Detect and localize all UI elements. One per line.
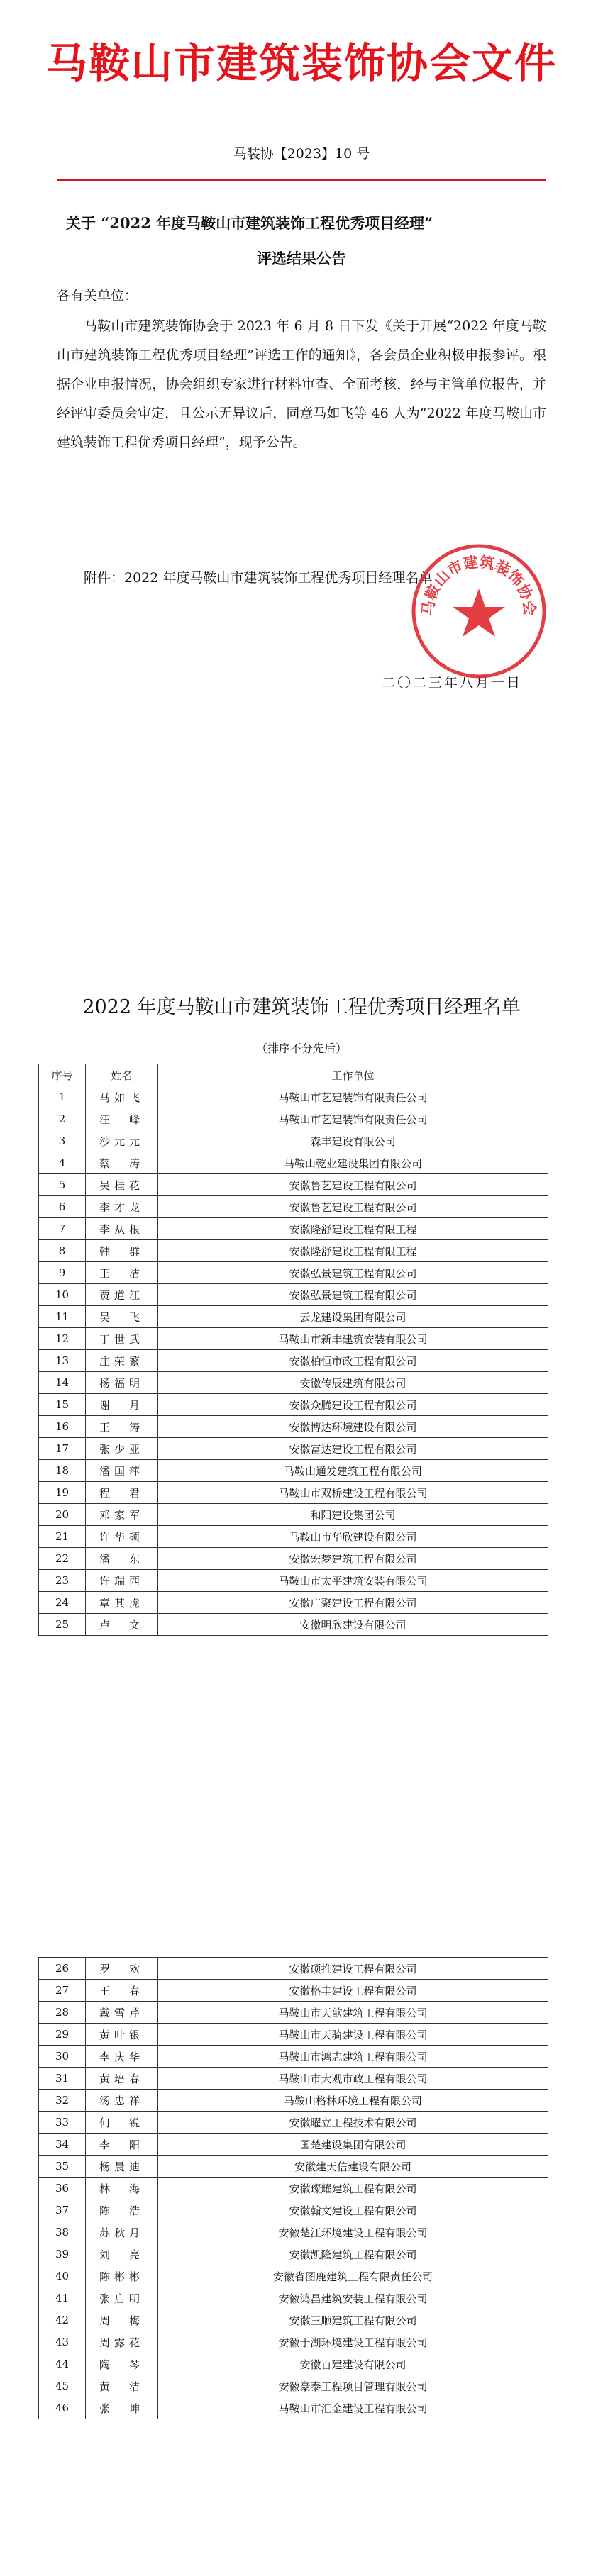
row-company: 马鞍山格林环境工程有限公司 <box>158 2090 548 2112</box>
row-company: 安徽于湖环境建设工程有限公司 <box>158 2331 548 2353</box>
row-number: 23 <box>39 1570 86 1592</box>
header-name: 姓名 <box>86 1064 158 1086</box>
row-company: 森丰建设有限公司 <box>158 1130 548 1152</box>
table-row <box>39 2265 548 2287</box>
row-company: 马鞍山市鸿志建筑工程有限公司 <box>158 2046 548 2068</box>
row-company: 安徽硕推建设工程有限公司 <box>158 1958 548 1980</box>
row-number: 10 <box>39 1284 86 1306</box>
row-number: 28 <box>39 2002 86 2024</box>
table-row <box>39 1958 548 1980</box>
table-row <box>39 1526 548 1548</box>
table-row <box>39 1306 548 1328</box>
row-number: 25 <box>39 1614 86 1636</box>
table-row <box>39 1108 548 1130</box>
table-header-row <box>39 1064 548 1086</box>
row-company: 马鞍山乾业建设集团有限公司 <box>158 1152 548 1174</box>
table-row <box>39 1614 548 1636</box>
row-company: 安徽楚江环境建设工程有限公司 <box>158 2221 548 2243</box>
row-number: 43 <box>39 2331 86 2353</box>
row-company: 安徽璨耀建筑工程有限公司 <box>158 2178 548 2199</box>
row-company: 安徽传辰建筑有限公司 <box>158 1372 548 1394</box>
table-row <box>39 2178 548 2199</box>
table-row <box>39 1350 548 1372</box>
row-number: 9 <box>39 1262 86 1284</box>
row-name: 王 春 <box>86 1980 158 2002</box>
row-number: 27 <box>39 1980 86 2002</box>
row-number: 15 <box>39 1394 86 1416</box>
table-row <box>39 1394 548 1416</box>
row-name: 苏秋月 <box>86 2221 158 2243</box>
row-name: 戴雪芹 <box>86 2002 158 2024</box>
row-name: 陈 浩 <box>86 2199 158 2221</box>
table-row <box>39 2156 548 2178</box>
table-row <box>39 1592 548 1614</box>
row-company: 安徽隆舒建设工程有限工程 <box>158 1240 548 1262</box>
table-row <box>39 2375 548 2397</box>
row-company: 安徽隆舒建设工程有限工程 <box>158 1218 548 1240</box>
row-name: 张启明 <box>86 2287 158 2309</box>
row-company: 安徽明欣建设有限公司 <box>158 1614 548 1636</box>
row-number: 42 <box>39 2309 86 2331</box>
row-number: 38 <box>39 2221 86 2243</box>
table-row <box>39 2243 548 2265</box>
table-row <box>39 2287 548 2309</box>
row-number: 5 <box>39 1174 86 1196</box>
row-name: 李庆华 <box>86 2046 158 2068</box>
row-company: 安徽弘景建筑工程有限公司 <box>158 1284 548 1306</box>
row-number: 22 <box>39 1548 86 1570</box>
row-company: 安徽翰文建设工程有限公司 <box>158 2199 548 2221</box>
row-number: 18 <box>39 1460 86 1482</box>
row-name: 杨福明 <box>86 1372 158 1394</box>
row-name: 韩 群 <box>86 1240 158 1262</box>
table-row <box>39 2068 548 2090</box>
row-number: 34 <box>39 2134 86 2156</box>
row-number: 8 <box>39 1240 86 1262</box>
row-company: 马鞍山市华欣建设有限公司 <box>158 1526 548 1548</box>
row-name: 王 洁 <box>86 1262 158 1284</box>
row-company: 马鞍山市大观市政工程有限公司 <box>158 2068 548 2090</box>
header-no: 序号 <box>39 1064 86 1086</box>
row-name: 蔡 涛 <box>86 1152 158 1174</box>
roster-table-part-2 <box>38 1957 548 2419</box>
row-name: 潘国萍 <box>86 1460 158 1482</box>
table-row <box>39 1086 548 1108</box>
table-row <box>39 1262 548 1284</box>
row-name: 王 涛 <box>86 1416 158 1438</box>
row-name: 谢 月 <box>86 1394 158 1416</box>
table-row <box>39 1218 548 1240</box>
row-number: 6 <box>39 1196 86 1218</box>
roster-table-part-1 <box>38 1064 548 1636</box>
row-number: 20 <box>39 1504 86 1526</box>
row-name: 丁世武 <box>86 1328 158 1350</box>
table-row <box>39 2112 548 2134</box>
table-row <box>39 1460 548 1482</box>
row-name: 李从根 <box>86 1218 158 1240</box>
table-row <box>39 2397 548 2419</box>
table-row <box>39 1438 548 1460</box>
roster-title: 2022 年度马鞍山市建筑装饰工程优秀项目经理名单 <box>82 996 521 1018</box>
page-title: 马鞍山市建筑装饰协会文件 <box>45 39 557 87</box>
row-number: 33 <box>39 2112 86 2134</box>
table-row <box>39 1548 548 1570</box>
table-row <box>39 2090 548 2112</box>
row-name: 刘 亮 <box>86 2243 158 2265</box>
row-name: 贾道江 <box>86 1284 158 1306</box>
issue-date: 二〇二三年八月一日 <box>382 675 523 691</box>
row-name: 林 海 <box>86 2178 158 2199</box>
row-company: 马鞍山市双桥建设工程有限公司 <box>158 1482 548 1504</box>
row-number: 46 <box>39 2397 86 2419</box>
red-divider <box>57 179 546 181</box>
row-name: 李 阳 <box>86 2134 158 2156</box>
row-name: 张 坤 <box>86 2397 158 2419</box>
row-number: 4 <box>39 1152 86 1174</box>
row-company: 安徽百建建设有限公司 <box>158 2353 548 2375</box>
row-company: 安徽弘景建筑工程有限公司 <box>158 1262 548 1284</box>
row-name: 汪 峰 <box>86 1108 158 1130</box>
table-row <box>39 1372 548 1394</box>
row-number: 41 <box>39 2287 86 2309</box>
row-company: 马鞍山市艺建装饰有限责任公司 <box>158 1108 548 1130</box>
row-company: 安徽鸿昌建筑安装工程有限公司 <box>158 2287 548 2309</box>
row-name: 周 梅 <box>86 2309 158 2331</box>
table-row <box>39 1504 548 1526</box>
row-company: 马鞍山市艺建装饰有限责任公司 <box>158 1086 548 1108</box>
row-company: 马鞍山市汇金建设工程有限公司 <box>158 2397 548 2419</box>
table-row <box>39 2134 548 2156</box>
table-row <box>39 2353 548 2375</box>
table-row <box>39 1130 548 1152</box>
row-company: 马鞍山市天骑建设工程有限公司 <box>158 2024 548 2046</box>
row-number: 19 <box>39 1482 86 1504</box>
table-row <box>39 1328 548 1350</box>
notice-body: 马鞍山市建筑装饰协会于 2023 年 6 月 8 日下发《关于开展“2022 年度马鞍山市建筑装饰工程优秀项目经理”评选工作的通知》，各会员企业积极申报参评。根据企业申报情况，协会组织专家进行材料审查、全面考核，经与主管单位报告，并经评审委员会审定，且公示无异议后，同意马如飞等 46 人为“2022 年度马鞍山市建筑装饰工程优秀项目经理”，现予公告。 <box>57 318 546 450</box>
table-row <box>39 2002 548 2024</box>
row-name: 邓家军 <box>86 1504 158 1526</box>
row-company: 马鞍山市太平建筑安装有限公司 <box>158 1570 548 1592</box>
row-number: 1 <box>39 1086 86 1108</box>
row-number: 40 <box>39 2265 86 2287</box>
row-number: 16 <box>39 1416 86 1438</box>
row-company: 安徽省图鹿建筑工程有限责任公司 <box>158 2265 548 2287</box>
row-number: 39 <box>39 2243 86 2265</box>
row-number: 35 <box>39 2156 86 2178</box>
row-company: 安徽建天信建设有限公司 <box>158 2156 548 2178</box>
row-name: 沙元元 <box>86 1130 158 1152</box>
row-name: 许瑞西 <box>86 1570 158 1592</box>
subject-line-2: 评选结果公告 <box>257 250 346 267</box>
row-company: 安徽曜立工程技术有限公司 <box>158 2112 548 2134</box>
row-number: 36 <box>39 2178 86 2199</box>
row-company: 云龙建设集团有限公司 <box>158 1306 548 1328</box>
row-name: 卢 文 <box>86 1614 158 1636</box>
row-name: 何 锐 <box>86 2112 158 2134</box>
row-number: 44 <box>39 2353 86 2375</box>
table-row <box>39 2046 548 2068</box>
table-row <box>39 2199 548 2221</box>
row-number: 32 <box>39 2090 86 2112</box>
row-name: 潘 东 <box>86 1548 158 1570</box>
table-row <box>39 1174 548 1196</box>
row-name: 陈彬彬 <box>86 2265 158 2287</box>
row-name: 许华硕 <box>86 1526 158 1548</box>
table-row <box>39 1570 548 1592</box>
row-number: 11 <box>39 1306 86 1328</box>
row-number: 37 <box>39 2199 86 2221</box>
row-name: 陶 琴 <box>86 2353 158 2375</box>
row-company: 国楚建设集团有限公司 <box>158 2134 548 2156</box>
row-company: 安徽柏恒市政工程有限公司 <box>158 1350 548 1372</box>
row-company: 马鞍山通发建筑工程有限公司 <box>158 1460 548 1482</box>
table-row <box>39 1482 548 1504</box>
row-company: 安徽格丰建设工程有限公司 <box>158 1980 548 2002</box>
row-name: 罗 欢 <box>86 1958 158 1980</box>
row-company: 安徽豪泰工程项目管理有限公司 <box>158 2375 548 2397</box>
table-row <box>39 1152 548 1174</box>
row-name: 汤忠祥 <box>86 2090 158 2112</box>
roster-note: （排序不分先后） <box>255 1042 347 1055</box>
row-number: 3 <box>39 1130 86 1152</box>
row-number: 7 <box>39 1218 86 1240</box>
table-row <box>39 2309 548 2331</box>
row-name: 庄荣繁 <box>86 1350 158 1372</box>
table-row <box>39 2024 548 2046</box>
row-number: 17 <box>39 1438 86 1460</box>
subject-line-1: 关于 “2022 年度马鞍山市建筑装饰工程优秀项目经理” <box>66 214 433 232</box>
row-name: 吴桂花 <box>86 1174 158 1196</box>
row-name: 张少亚 <box>86 1438 158 1460</box>
row-company: 安徽三顺建筑工程有限公司 <box>158 2309 548 2331</box>
row-number: 14 <box>39 1372 86 1394</box>
row-company: 安徽鲁艺建设工程有限公司 <box>158 1196 548 1218</box>
row-name: 程 君 <box>86 1482 158 1504</box>
svg-text:马鞍山市建筑装饰协会: 马鞍山市建筑装饰协会 <box>419 553 538 617</box>
row-company: 马鞍山市新丰建筑安装有限公司 <box>158 1328 548 1350</box>
official-seal-icon <box>408 540 550 682</box>
row-name: 章其虎 <box>86 1592 158 1614</box>
row-number: 30 <box>39 2046 86 2068</box>
row-company: 安徽广聚建设工程有限公司 <box>158 1592 548 1614</box>
row-name: 马如飞 <box>86 1086 158 1108</box>
row-number: 45 <box>39 2375 86 2397</box>
row-number: 2 <box>39 1108 86 1130</box>
row-number: 13 <box>39 1350 86 1372</box>
row-name: 黄叶银 <box>86 2024 158 2046</box>
row-name: 吴 飞 <box>86 1306 158 1328</box>
row-name: 杨晨迪 <box>86 2156 158 2178</box>
row-number: 31 <box>39 2068 86 2090</box>
table-row <box>39 1240 548 1262</box>
table-row <box>39 1196 548 1218</box>
header-company: 工作单位 <box>158 1064 548 1086</box>
row-name: 黄培春 <box>86 2068 158 2090</box>
salutation: 各有关单位： <box>57 288 138 303</box>
row-company: 安徽宏梦建筑工程有限公司 <box>158 1548 548 1570</box>
table-row <box>39 1416 548 1438</box>
row-number: 24 <box>39 1592 86 1614</box>
table-row <box>39 1284 548 1306</box>
row-company: 和阳建设集团公司 <box>158 1504 548 1526</box>
row-number: 21 <box>39 1526 86 1548</box>
attachment-line: 附件：2022 年度马鞍山市建筑装饰工程优秀项目经理名单 <box>84 570 433 586</box>
row-company: 安徽凯隆建筑工程有限公司 <box>158 2243 548 2265</box>
row-number: 12 <box>39 1328 86 1350</box>
row-name: 李才龙 <box>86 1196 158 1218</box>
table-row <box>39 1980 548 2002</box>
row-company: 安徽博达环境建设有限公司 <box>158 1416 548 1438</box>
row-company: 安徽鲁艺建设工程有限公司 <box>158 1174 548 1196</box>
row-company: 安徽富达建设工程有限公司 <box>158 1438 548 1460</box>
row-name: 周露花 <box>86 2331 158 2353</box>
table-row <box>39 2331 548 2353</box>
notice-subject <box>57 206 546 277</box>
row-company: 马鞍山市天歆建筑工程有限公司 <box>158 2002 548 2024</box>
row-name: 黄 洁 <box>86 2375 158 2397</box>
row-number: 26 <box>39 1958 86 1980</box>
row-number: 29 <box>39 2024 86 2046</box>
table-row <box>39 2221 548 2243</box>
document-number: 马装协【2023】10 号 <box>233 146 370 162</box>
row-company: 安徽众腾建设工程有限公司 <box>158 1394 548 1416</box>
